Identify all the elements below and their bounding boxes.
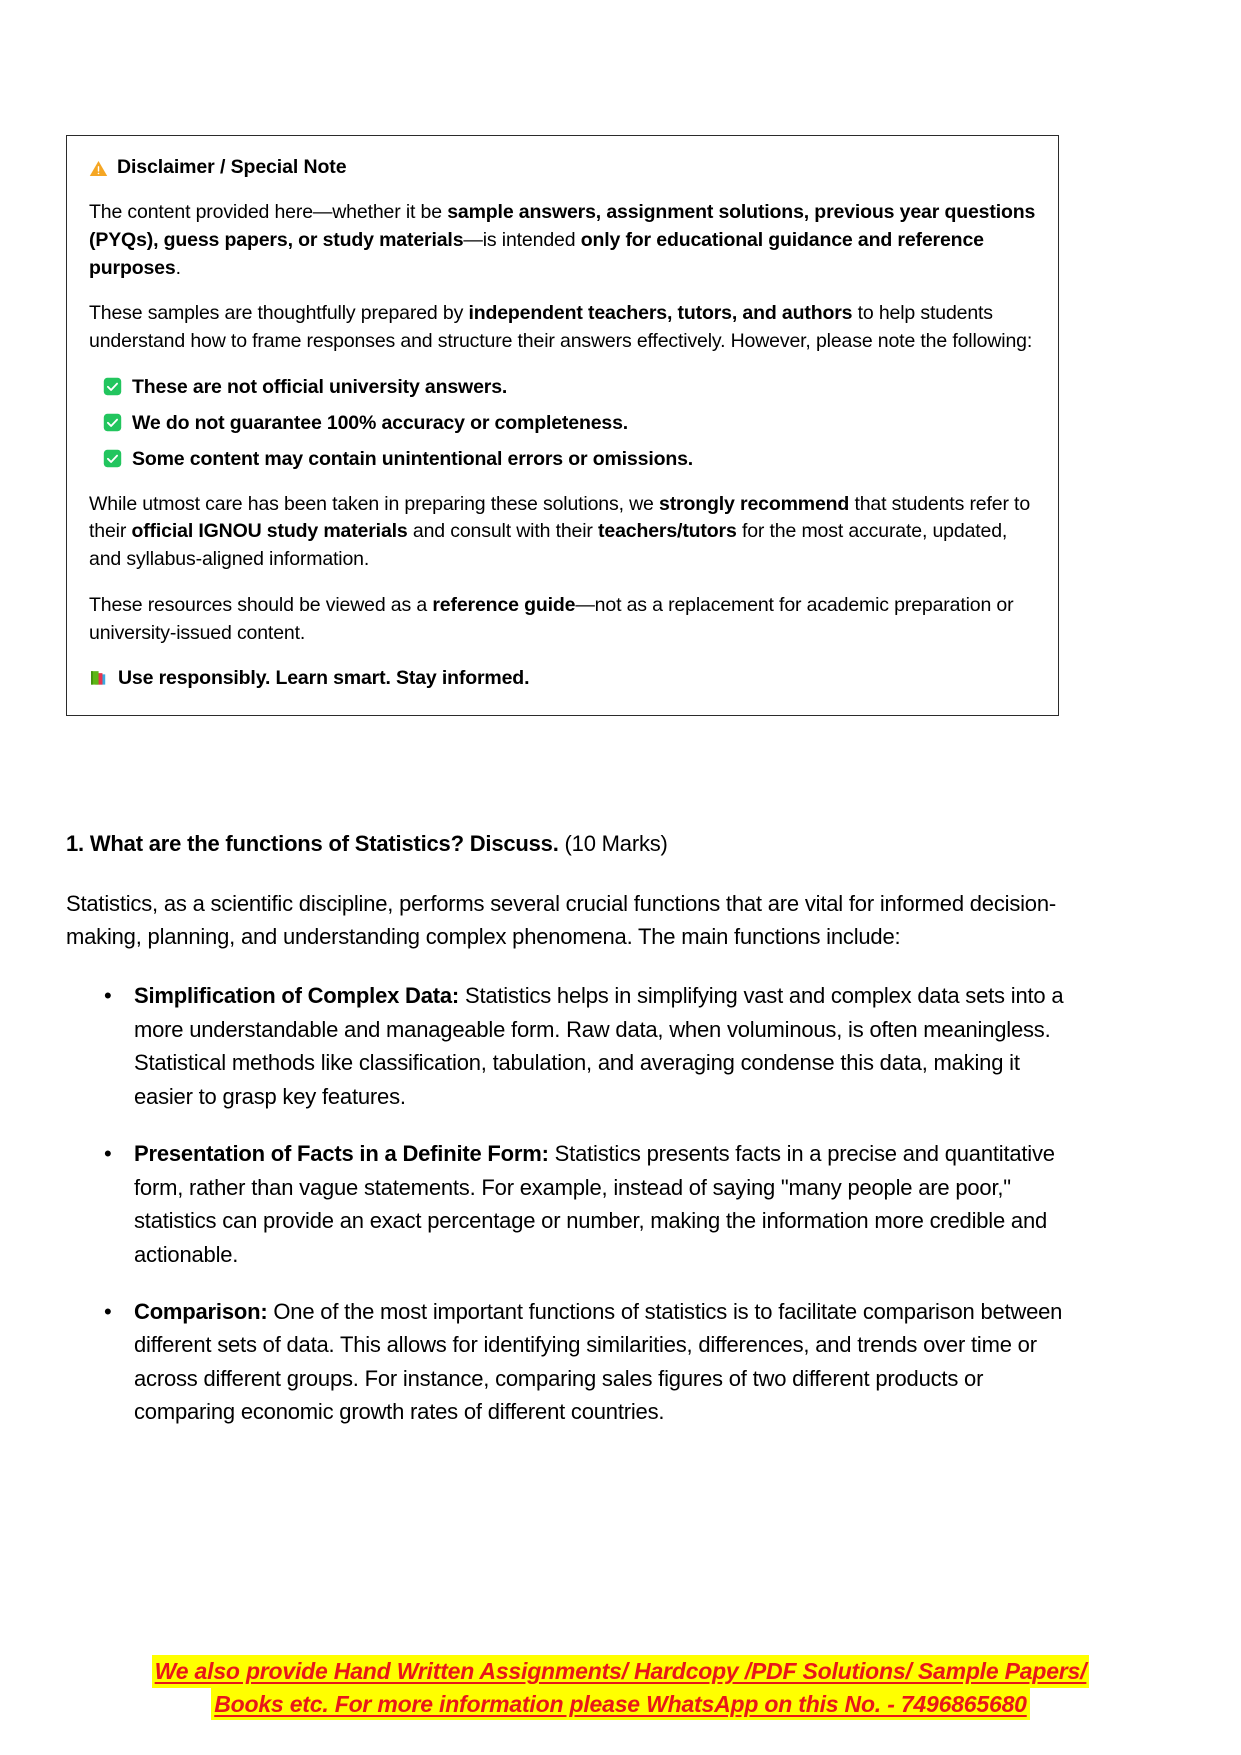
list-item	[134, 1295, 1066, 1429]
bullet-text: Statistics helps in simplifying vast and complex data sets into a more understandable and manageable form. Raw data, when voluminous, is often meaningless. Statistical methods like classification, tabulation, and averaging condense this data, making it easier to grasp key features.	[134, 983, 1064, 1109]
green-check-icon	[103, 377, 122, 396]
disclaimer-checklist	[89, 374, 1036, 473]
p2-part2: to help students understand how to frame responses and structure their answers effectively. However, please note the following:	[89, 302, 1033, 353]
disclaimer-title-text: Disclaimer / Special Note	[117, 156, 347, 178]
list-item	[103, 446, 1036, 472]
final-line-text: Use responsibly. Learn smart. Stay informed.	[118, 667, 530, 690]
p1-bold2: only for educational guidance and reference purposes	[89, 229, 984, 279]
disclaimer-box	[66, 135, 1059, 716]
p3-bold1: strongly recommend	[659, 492, 850, 515]
p2-part1: These samples are thoughtfully prepared by	[89, 302, 469, 325]
answer-content	[66, 830, 1066, 1429]
books-icon	[89, 668, 108, 687]
disclaimer-paragraph-4	[89, 592, 1036, 647]
footer-promo-banner	[0, 1655, 1241, 1720]
list-item	[103, 410, 1036, 436]
bullet-term: Comparison:	[134, 1298, 268, 1324]
p1-part1: The content provided here—whether it be	[89, 201, 448, 224]
footer-line-2: Books etc. For more information please WhatsApp on this No. - 7496865680	[211, 1688, 1030, 1721]
green-check-icon	[103, 413, 122, 432]
p3-part3: and consult with their	[407, 520, 599, 543]
p3-bold3: teachers/tutors	[598, 520, 737, 543]
footer-line-1: We also provide Hand Written Assignments/ Hardcopy /PDF Solutions/ Sample Papers/	[152, 1655, 1090, 1688]
disclaimer-final-line	[89, 665, 1036, 693]
p2-bold1: independent teachers, tutors, and authors	[468, 302, 853, 325]
p1-part3: .	[175, 256, 181, 279]
list-item	[134, 979, 1066, 1113]
bullet-term: Presentation of Facts in a Definite Form:	[134, 1141, 549, 1167]
disclaimer-paragraph-2	[89, 300, 1036, 355]
checklist-item-label: Some content may contain unintentional errors or omissions.	[132, 448, 694, 471]
answer-intro-paragraph: Statistics, as a scientific discipline, performs several crucial functions that are vital for informed decision-making, planning, and understanding complex phenomena. The main functions include:	[66, 890, 1057, 950]
list-item	[134, 1137, 1066, 1271]
green-check-icon	[103, 449, 122, 468]
p1-part2: —is intended	[463, 229, 581, 252]
p4-part1: These resources should be viewed as a	[89, 593, 433, 616]
list-item	[103, 374, 1036, 400]
checklist-item-label: We do not guarantee 100% accuracy or completeness.	[132, 412, 629, 435]
answer-bullet-list	[66, 979, 1066, 1428]
bullet-term: Simplification of Complex Data:	[134, 983, 460, 1009]
p4-bold1: reference guide	[432, 593, 576, 616]
p3-part2: that students refer to their	[89, 492, 1031, 543]
question-heading	[66, 830, 1066, 859]
disclaimer-paragraph-3	[89, 491, 1036, 574]
bullet-text: One of the most important functions of statistics is to facilitate comparison between different sets of data. This allows for identifying similarities, differences, and trends over time or across different groups. For instance, comparing sales figures of two different products or comparing economic growth rates of different countries.	[134, 1298, 1063, 1425]
question-marks: (10 Marks)	[558, 831, 668, 856]
question-title: 1. What are the functions of Statistics? Discuss.	[66, 831, 559, 856]
p1-bold1: sample answers, assignment solutions, previous year questions (PYQs), guess papers, or study materials	[89, 201, 1036, 252]
p4-part2: —not as a replacement for academic preparation or university-issued content.	[89, 593, 1014, 644]
p3-bold2: official IGNOU study materials	[131, 520, 408, 543]
disclaimer-paragraph-1	[89, 199, 1036, 282]
disclaimer-title	[89, 156, 1036, 179]
warning-triangle-icon	[89, 159, 108, 178]
p3-part1: While utmost care has been taken in preparing these solutions, we	[89, 492, 660, 515]
p3-part4: for the most accurate, updated, and syllabus-aligned information.	[89, 520, 1008, 571]
checklist-item-label: These are not official university answers.	[132, 375, 508, 398]
bullet-text: Statistics presents facts in a precise and quantitative form, rather than vague statements. For example, instead of saying "many people are poor," statistics can provide an exact percentage or number, making the information more credible and actionable.	[134, 1141, 1055, 1267]
